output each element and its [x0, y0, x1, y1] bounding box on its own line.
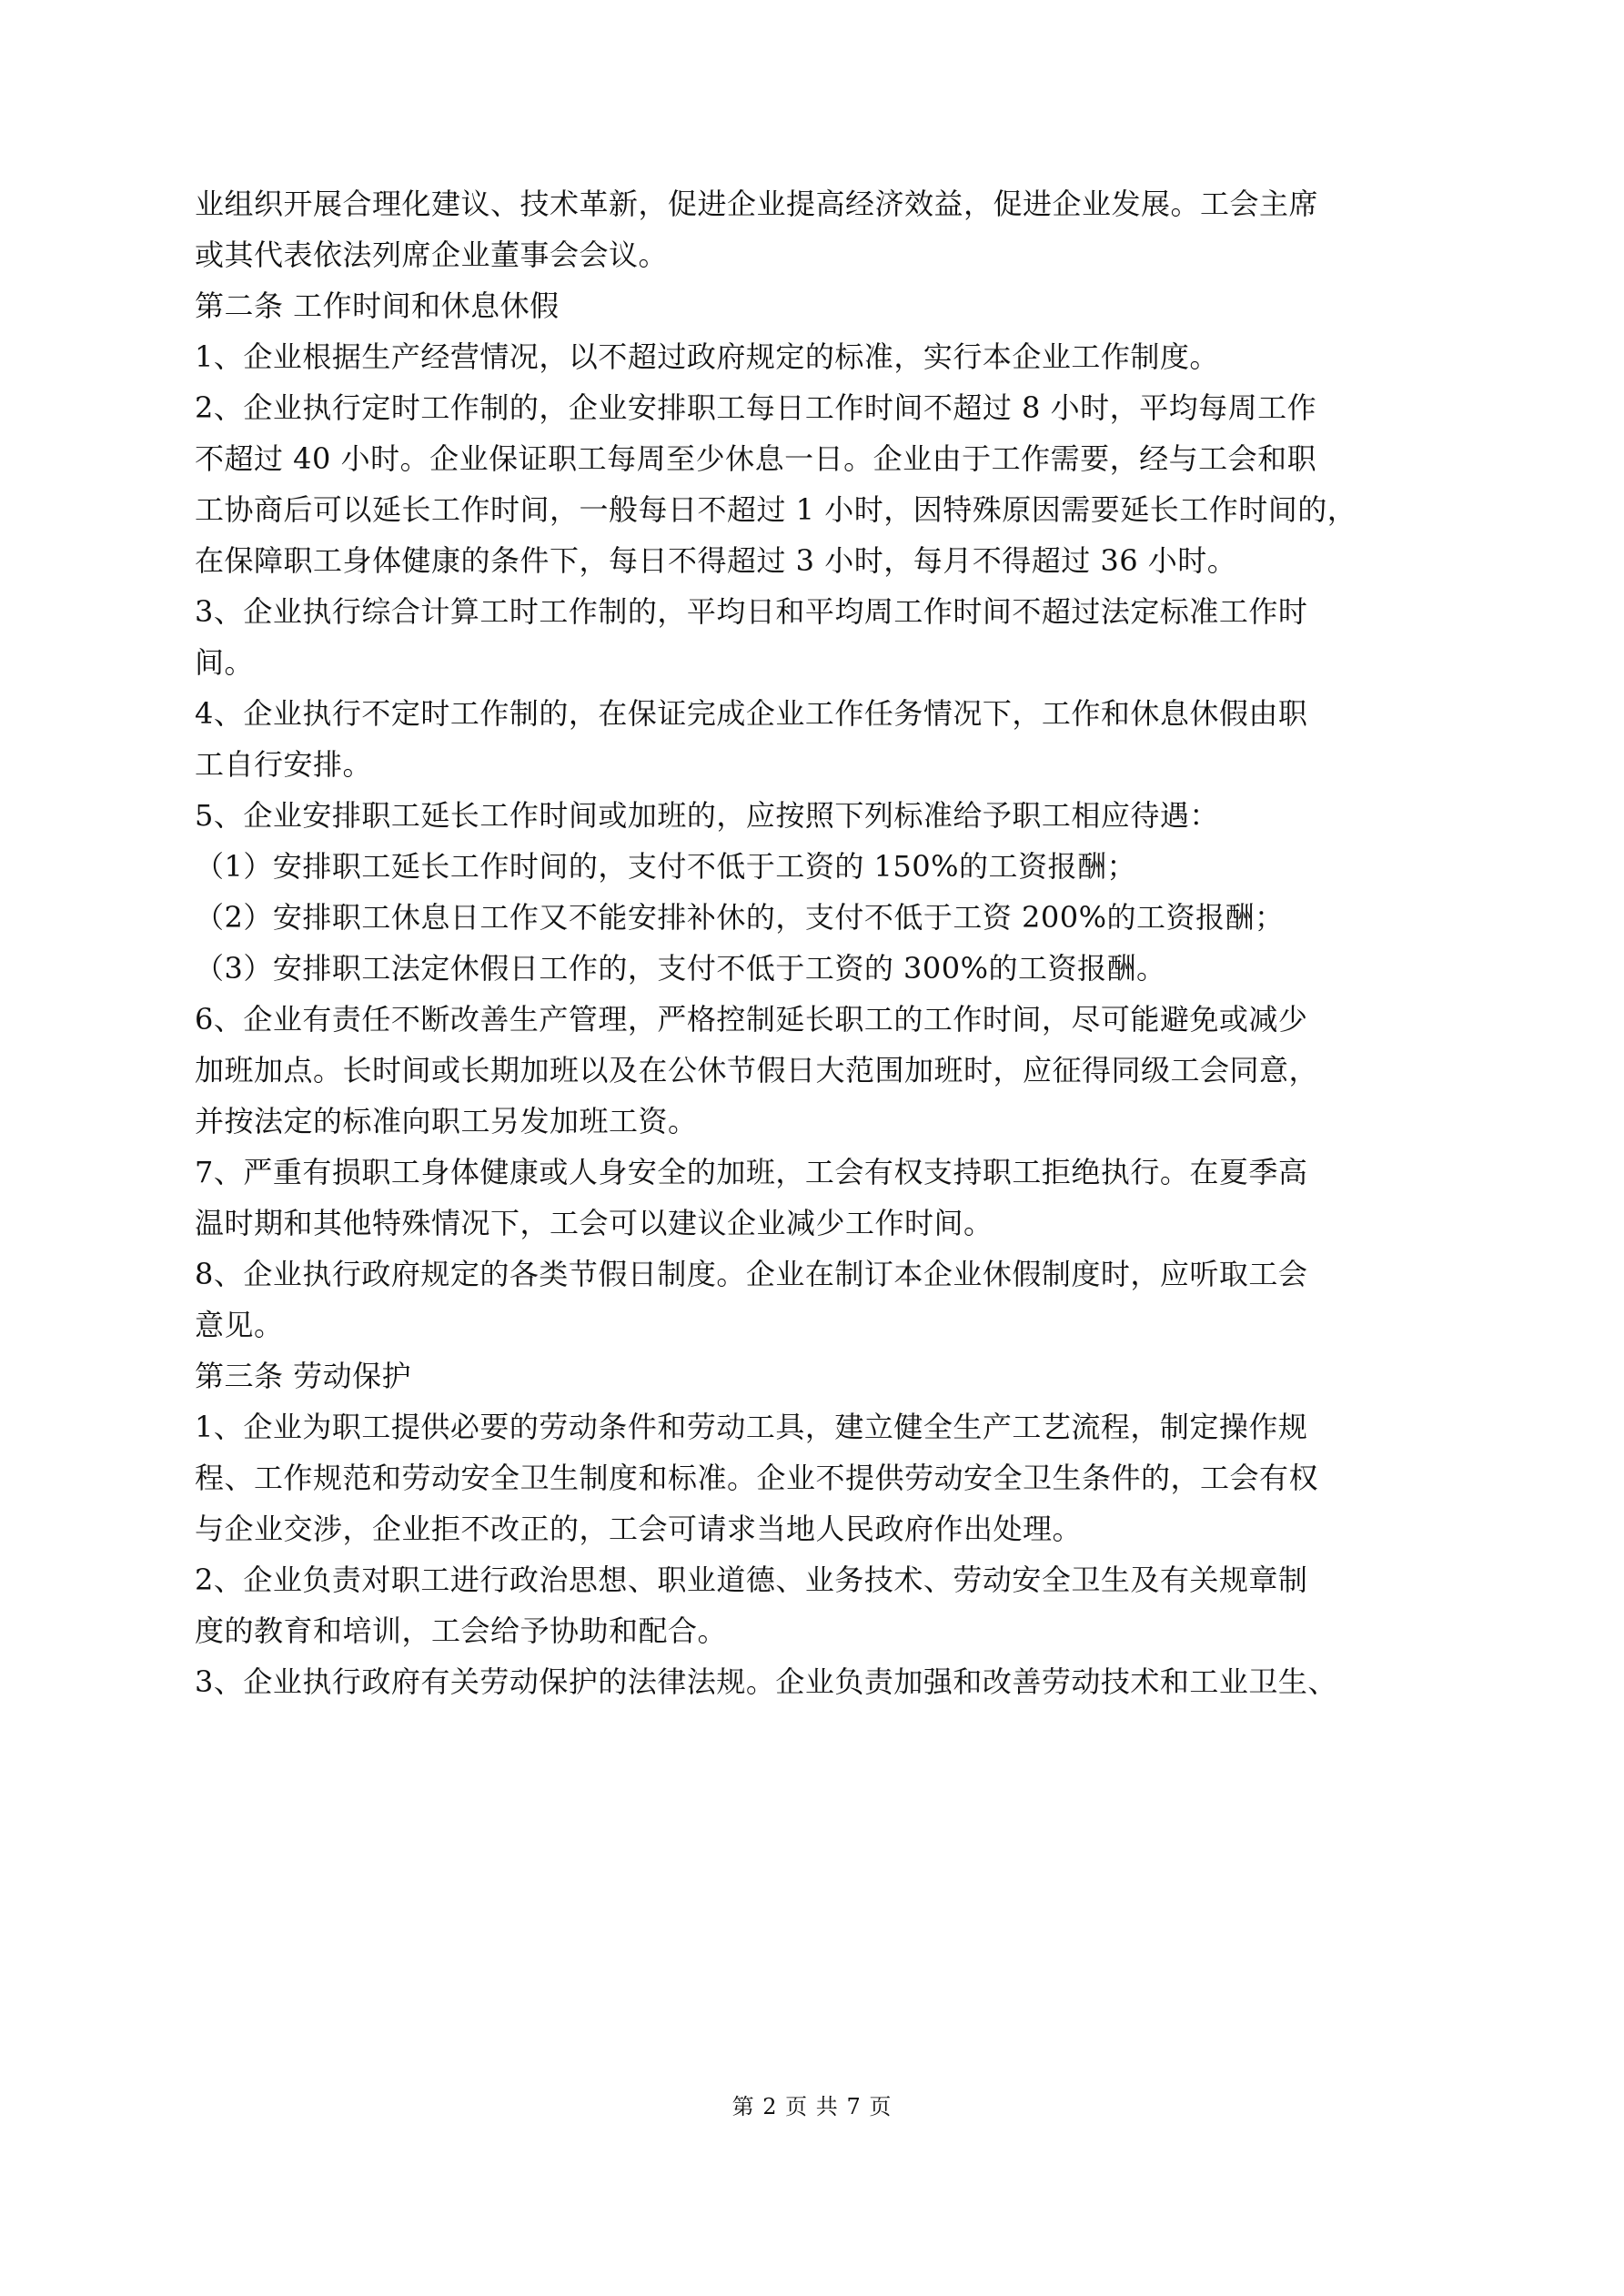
- text-line: 1、企业为职工提供必要的劳动条件和劳动工具，建立健全生产工艺流程，制定操作规: [195, 1410, 1308, 1444]
- text-line: 间。: [195, 645, 255, 680]
- text-line: 业组织开展合理化建议、技术革新，促进企业提高经济效益，促进企业发展。工会主席: [195, 187, 1319, 221]
- text-line: 3、企业执行综合计算工时工作制的，平均日和平均周工作时间不超过法定标准工作时: [195, 594, 1308, 629]
- text-line: （3）安排职工法定休假日工作的，支付不低于工资的 300%的工资报酬。: [195, 951, 1166, 986]
- text-line: 第二条 工作时间和休息休假: [195, 288, 560, 323]
- text-line: 8、企业执行政府规定的各类节假日制度。企业在制订本企业休假制度时，应听取工会: [195, 1257, 1308, 1291]
- text-line: 工自行安排。: [195, 747, 373, 782]
- text-line: 程、工作规范和劳动安全卫生制度和标准。企业不提供劳动安全卫生条件的，工会有权: [195, 1461, 1319, 1495]
- text-line: 不超过 40 小时。企业保证职工每周至少休息一日。企业由于工作需要，经与工会和职: [195, 441, 1317, 476]
- text-line: 4、企业执行不定时工作制的，在保证完成企业工作任务情况下，工作和休息休假由职: [195, 696, 1308, 731]
- text-line: 工协商后可以延长工作时间，一般每日不超过 1 小时，因特殊原因需要延长工作时间的，: [195, 492, 1357, 527]
- text-line: 5、企业安排职工延长工作时间或加班的，应按照下列标准给予职工相应待遇：: [195, 798, 1219, 833]
- text-line: 温时期和其他特殊情况下，工会可以建议企业减少工作时间。: [195, 1206, 994, 1240]
- page-footer: 第 2 页 共 7 页: [731, 2094, 893, 2119]
- text-line: （2）安排职工休息日工作又不能安排补休的，支付不低于工资 200%的工资报酬；: [195, 900, 1285, 935]
- text-line: 2、企业执行定时工作制的，企业安排职工每日工作时间不超过 8 小时，平均每周工作: [195, 390, 1317, 425]
- text-line: 1、企业根据生产经营情况，以不超过政府规定的标准，实行本企业工作制度。: [195, 339, 1219, 374]
- document-body: [195, 178, 1441, 1707]
- text-line: 意见。: [195, 1308, 284, 1342]
- text-line: 6、企业有责任不断改善生产管理，严格控制延长职工的工作时间，尽可能避免或减少: [195, 1002, 1308, 1037]
- text-line: 与企业交涉，企业拒不改正的，工会可请求当地人民政府作出处理。: [195, 1512, 1083, 1546]
- text-line: 2、企业负责对职工进行政治思想、职业道德、业务技术、劳动安全卫生及有关规章制: [195, 1563, 1308, 1597]
- text-line: 3、企业执行政府有关劳动保护的法律法规。企业负责加强和改善劳动技术和工业卫生、: [195, 1664, 1337, 1699]
- text-line: 度的教育和培训，工会给予协助和配合。: [195, 1613, 728, 1648]
- text-line: 在保障职工身体健康的条件下，每日不得超过 3 小时，每月不得超过 36 小时。: [195, 543, 1237, 578]
- text-line: 第三条 劳动保护: [195, 1359, 412, 1393]
- text-line: 或其代表依法列席企业董事会会议。: [195, 238, 669, 272]
- text-line: 并按法定的标准向职工另发加班工资。: [195, 1104, 698, 1138]
- text-line: 7、严重有损职工身体健康或人身安全的加班，工会有权支持职工拒绝执行。在夏季高: [195, 1155, 1308, 1189]
- text-line: 加班加点。长时间或长期加班以及在公休节假日大范围加班时，应征得同级工会同意，: [195, 1053, 1319, 1087]
- text-line: （1）安排职工延长工作时间的，支付不低于工资的 150%的工资报酬；: [195, 849, 1137, 884]
